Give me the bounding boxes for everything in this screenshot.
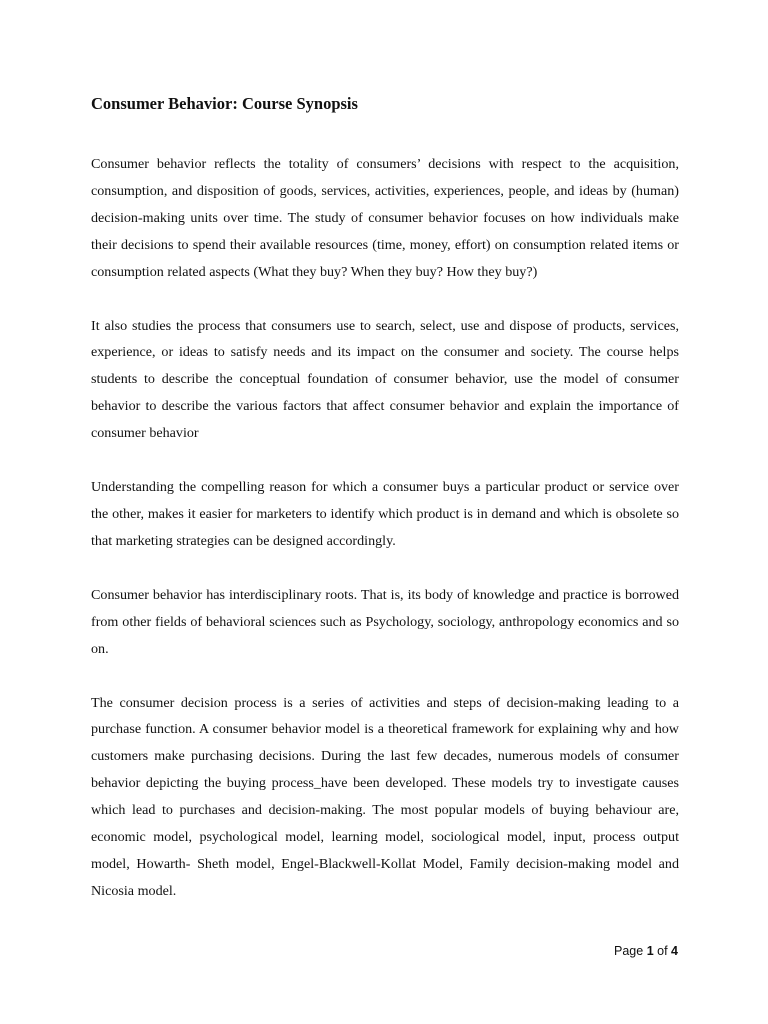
paragraph-4: Consumer behavior has interdisciplinary roots. That is, its body of knowledge and practice is borrowed from other fields of behavioral sciences such as Psychology, sociology, anthropology economics and so on. (91, 586, 679, 657)
current-page-number: 1 (646, 944, 654, 958)
document-body (91, 151, 679, 932)
paragraph-1: Consumer behavior reflects the totality of consumers’ decisions with respect to the acquisition, consumption, and disposition of goods, services, activities, experiences, people, and ideas by (human) decision-making units over time. The study of consumer behavior focuses on how individuals make their decisions to spend their available resources (time, money, effort) on consumption related items or consumption related aspects (What they buy? When they buy? How they buy?) (91, 156, 679, 280)
paragraph-2: It also studies the process that consumers use to search, select, use and dispose of products, services, experience, or ideas to satisfy needs and its impact on the consumer and society. The course helps students to describe the conceptual foundation of consumer behavior, use the model of consumer behavior to describe the various factors that affect consumer behavior and explain the importance of consumer behavior (91, 317, 679, 442)
total-page-count: 4 (671, 944, 678, 958)
paragraph-5: The consumer decision process is a series of activities and steps of decision-making leading to a purchase function. A consumer behavior model is a theoretical framework for explaining why and how customers make purchasing decisions. During the last few decades, numerous models of consumer behavior depicting the buying process_have been developed. These models try to investigate causes which lead to purchases and decision-making. The most popular models of buying behaviour are, economic model, psychological model, learning model, sociological model, input, process output model, Howarth- Sheth model, Engel-Blackwell-Kollat Model, Family decision-making model and Nicosia model. (91, 694, 679, 899)
of-label: of (657, 944, 668, 958)
document-title: Consumer Behavior: Course Synopsis (91, 94, 358, 113)
page-label: Page (614, 944, 644, 958)
paragraph-3: Understanding the compelling reason for which a consumer buys a particular product or service over the other, makes it easier for marketers to identify which product is in demand and which is obsolete so that marketing strategies can be designed accordingly. (91, 479, 679, 549)
page-number-footer (614, 942, 678, 960)
